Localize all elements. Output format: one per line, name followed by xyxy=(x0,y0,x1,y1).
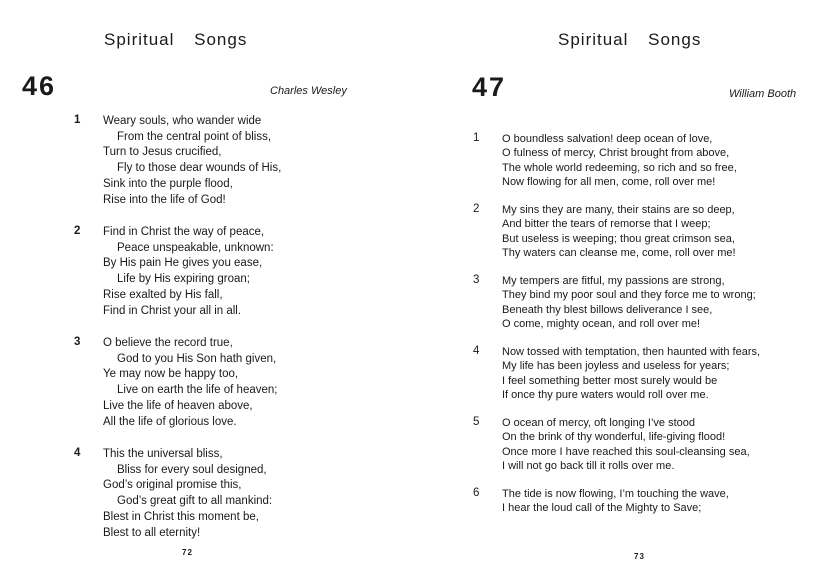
verse-line: Life by His expiring groan; xyxy=(117,273,250,286)
verse-line: God’s original promise this, xyxy=(103,479,242,492)
verse xyxy=(409,203,760,274)
verses-list xyxy=(0,114,281,558)
verse-line: I feel something better most surely would be xyxy=(502,374,718,387)
verse-line: Bliss for every soul designed, xyxy=(117,463,267,476)
verse-number: 1 xyxy=(473,132,480,144)
verse-line: I will not go back till it rolls over me. xyxy=(502,460,675,473)
hymn-number: 47 xyxy=(472,72,507,102)
verse-line: Live the life of heaven above, xyxy=(103,399,253,412)
verse-line: Find in Christ your all in all. xyxy=(103,304,242,317)
verse xyxy=(0,225,281,336)
verse-number: 3 xyxy=(74,336,81,348)
verse-number: 4 xyxy=(473,345,480,357)
verse-line: Fly to those dear wounds of His, xyxy=(117,162,282,175)
verse-number: 5 xyxy=(473,416,480,428)
verse xyxy=(0,336,281,447)
verse xyxy=(409,416,760,487)
verse-number: 6 xyxy=(473,487,480,499)
verse-number: 4 xyxy=(74,447,81,459)
verse-line: From the central point of bliss, xyxy=(117,130,272,143)
verse-line: Rise exalted by His fall, xyxy=(103,288,223,301)
verse-line: But useless is weeping; thou great crimson sea, xyxy=(502,232,735,245)
verse-line: O ocean of mercy, oft longing I’ve stood xyxy=(502,417,696,429)
verse-line: Now tossed with temptation, then haunted with fears, xyxy=(502,346,761,358)
verse-line: Weary souls, who wander wide xyxy=(103,115,262,127)
verse xyxy=(0,447,281,558)
hymn-author: Charles Wesley xyxy=(270,85,347,97)
verse-line: God to you His Son hath given, xyxy=(117,352,277,365)
verse-line: Turn to Jesus crucified, xyxy=(103,146,222,159)
running-header: Spiritual Songs xyxy=(558,30,702,49)
verse-line: By His pain He gives you ease, xyxy=(103,257,263,270)
verse xyxy=(409,132,760,203)
verse-line: Sink into the purple flood, xyxy=(103,177,233,190)
verse-line: Find in Christ the way of peace, xyxy=(103,226,265,238)
verse-line: My sins they are many, their stains are so deep, xyxy=(502,204,735,216)
verse-line: Peace unspeakable, unknown: xyxy=(117,241,274,254)
verse-line: Beneath thy blest billows deliverance I see, xyxy=(502,303,713,316)
verse-line: Live on earth the life of heaven; xyxy=(117,384,278,397)
verse-line: My tempers are fitful, my passions are strong, xyxy=(502,275,725,287)
verse xyxy=(0,114,281,225)
verse-line: They bind my poor soul and they force me to wrong; xyxy=(502,289,756,302)
verse-number: 2 xyxy=(473,203,480,215)
page-number: 73 xyxy=(634,552,645,561)
verse-number: 1 xyxy=(74,114,81,126)
verse-line: On the brink of thy wonderful, life-giving flood! xyxy=(502,431,726,444)
verse-line: The tide is now flowing, I’m touching the wave, xyxy=(502,488,729,500)
hymn-number: 46 xyxy=(22,71,57,101)
verse-number: 2 xyxy=(74,225,81,237)
verse-line: If once thy pure waters would roll over me. xyxy=(502,389,709,402)
verse-line: The whole world redeeming, so rich and so free, xyxy=(502,161,737,174)
page-number: 72 xyxy=(182,548,193,557)
right-page xyxy=(409,0,818,583)
hymn-author: William Booth xyxy=(729,88,797,100)
verse-line: O fulness of mercy, Christ brought from above, xyxy=(502,147,730,160)
verse xyxy=(409,274,760,345)
verse xyxy=(409,345,760,416)
verse-line: And bitter the tears of remorse that I weep; xyxy=(502,218,711,231)
verse-line: O come, mighty ocean, and roll over me! xyxy=(502,318,701,331)
verse-line: All the life of glorious love. xyxy=(103,415,237,428)
verse-line: This the universal bliss, xyxy=(103,448,223,460)
verse-number: 3 xyxy=(473,274,480,286)
verse-line: Once more I have reached this soul-cleansing sea, xyxy=(502,445,750,458)
verse-line: My life has been joyless and useless for years; xyxy=(502,360,730,373)
verse-line: God’s great gift to all mankind: xyxy=(117,495,273,508)
verse-line: O believe the record true, xyxy=(103,337,233,349)
verse-line: I hear the loud call of the Mighty to Save; xyxy=(502,502,702,515)
verse-line: Blest in Christ this moment be, xyxy=(103,510,259,523)
verse xyxy=(409,487,760,558)
verse-line: Rise into the life of God! xyxy=(103,193,226,206)
verse-line: O boundless salvation! deep ocean of love, xyxy=(502,133,713,145)
running-header: Spiritual Songs xyxy=(104,30,248,49)
verses-list xyxy=(409,132,760,558)
verse-line: Thy waters can cleanse me, come, roll over me! xyxy=(502,247,736,260)
verse-line: Blest to all eternity! xyxy=(103,526,201,539)
verse-line: Now flowing for all men, come, roll over me! xyxy=(502,176,716,189)
verse-line: Ye may now be happy too, xyxy=(103,368,239,381)
